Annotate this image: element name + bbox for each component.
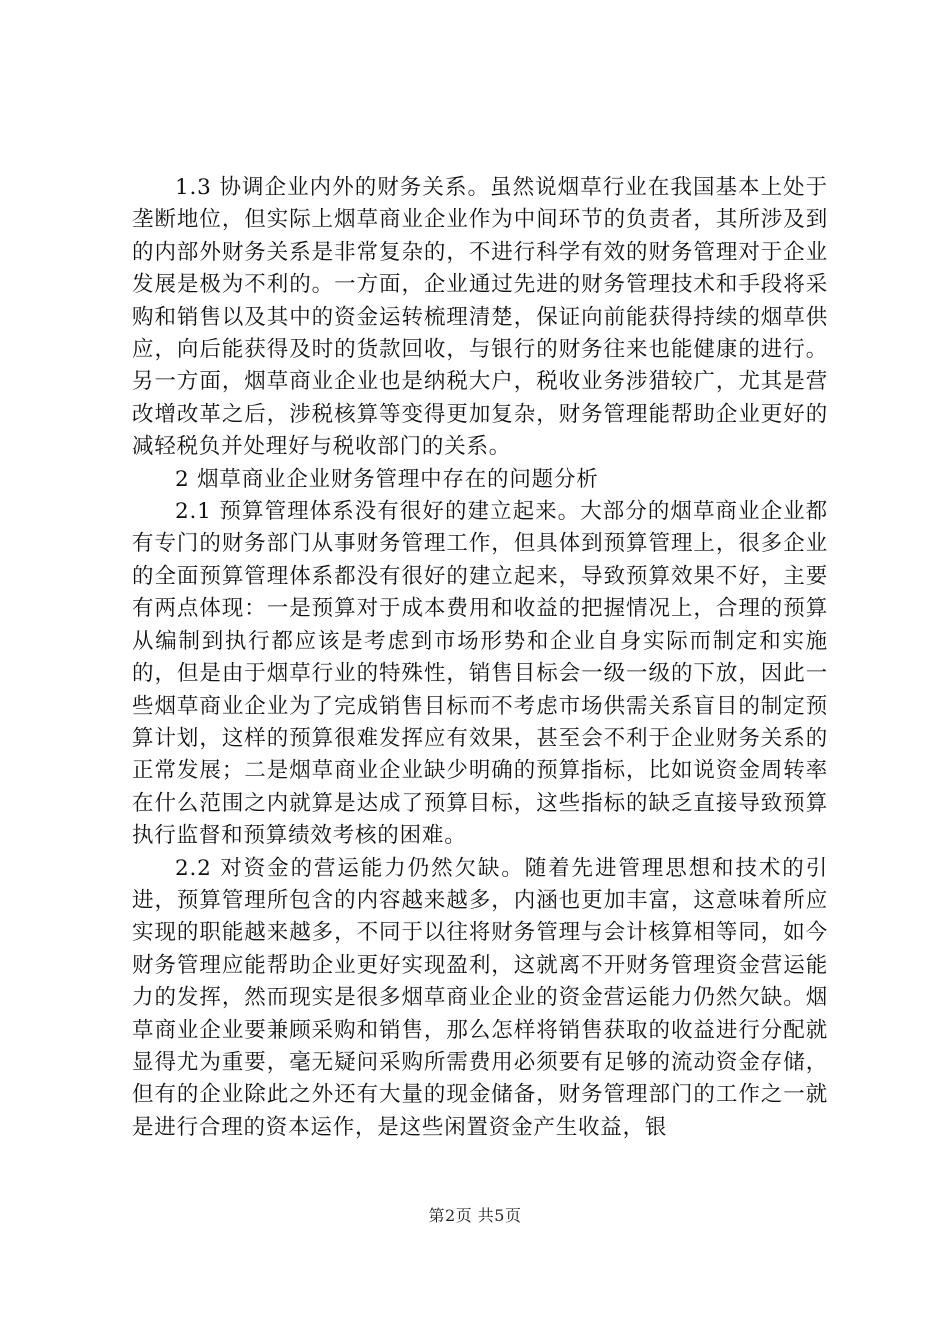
section-heading-2: 2 烟草商业企业财务管理中存在的问题分析: [175, 466, 599, 492]
document-body: [132, 172, 828, 1144]
page-footer: 第2页 共5页: [428, 1206, 522, 1225]
paragraph-2-2: 2.2 对资金的营运能力仍然欠缺。随着先进管理思想和技术的引进，预算管理所包含的内容越来越多，内涵也更加丰富，这意味着所应实现的职能越来越多，不同于以往将财务管理与会计核算相等同，如今财务管理应能帮助企业更好实现盈利，这就离不开财务管理资金营运能力的发挥，然而现实是很多烟草商业企业的资金营运能力仍然欠缺。烟草商业企业要兼顾采购和销售，那么怎样将销售获取的收益进行分配就显得尤为重要，毫无疑问采购所需费用必须要有足够的流动资金存储，但有的企业除此之外还有大量的现金储备，财务管理部门的工作之一就是进行合理的资本运作，是这些闲置资金产生收益，银: [132, 855, 828, 1140]
paragraph-1-3: 1.3 协调企业内外的财务关系。虽然说烟草行业在我国基本上处于垄断地位，但实际上烟草商业企业作为中间环节的负责者，其所涉及到的内部外财务关系是非常复杂的，不进行科学有效的财务管理对于企业发展是极为不利的。一方面，企业通过先进的财务管理技术和手段将采购和销售以及其中的资金运转梳理清楚，保证向前能获得持续的烟草供应，向后能获得及时的货款回收，与银行的财务往来也能健康的进行。另一方面，烟草商业企业也是纳税大户，税收业务涉猎较广，尤其是营改增改革之后，涉税核算等变得更加复杂，财务管理能帮助企业更好的减轻税负并处理好与税收部门的关系。: [132, 175, 828, 460]
paragraph-2-1: 2.1 预算管理体系没有很好的建立起来。大部分的烟草商业企业都有专门的财务部门从事财务管理工作，但具体到预算管理上，很多企业的全面预算管理体系都没有很好的建立起来，导致预算效果不好，主要有两点体现：一是预算对于成本费用和收益的把握情况上，合理的预算从编制到执行都应该是考虑到市场形势和企业自身实际而制定和实施的，但是由于烟草行业的特殊性，销售目标会一级一级的下放，因此一些烟草商业企业为了完成销售目标而不考虑市场供需关系盲目的制定预算计划，这样的预算很难发挥应有效果，甚至会不利于企业财务关系的正常发展；二是烟草商业企业缺少明确的预算指标，比如说资金周转率在什么范围之内就算是达成了预算目标，这些指标的缺乏直接导致预算执行监督和预算绩效考核的困难。: [132, 499, 828, 849]
